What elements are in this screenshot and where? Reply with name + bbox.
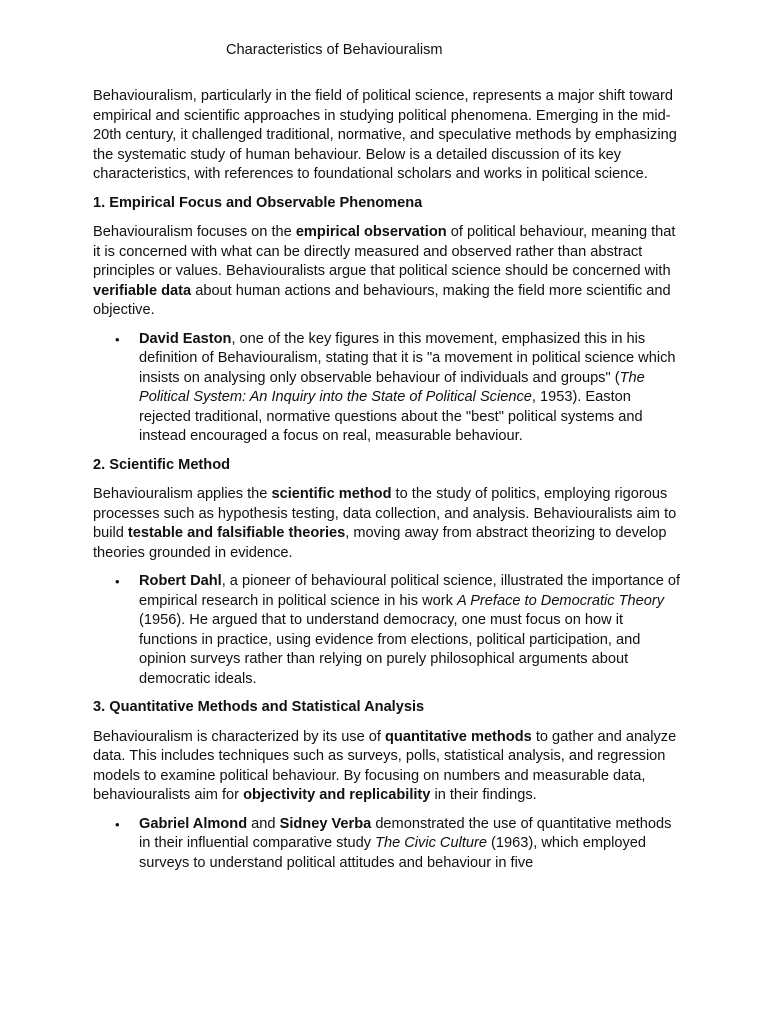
document-body xyxy=(93,87,685,882)
section-paragraph-quantitative: Behaviouralism is characterized by its use of quantitative methods to gather and analyze data. This includes techniques such as surveys, polls, statistical analysis, and regression models to examine political behaviour. By focusing on numbers and measurable data, behaviouralists aim for objectivity and replicability in their findings. xyxy=(93,728,677,803)
bullet-item-dahl: • Robert Dahl, a pioneer of behavioural political science, illustrated the importance of empirical research in political science in his work A Preface to Democratic Theory (1956). He argued that to understand democracy, one must focus on how it functions in practice, using evidence from elections, political participation, and opinion surveys rather than relying on purely philosophical arguments about democratic ideals. xyxy=(93,572,685,689)
section-paragraph-scientific-method: Behaviouralism applies the scientific method to the study of politics, employing rigorous processes such as hypothesis testing, data collection, and analysis. Behaviouralists aim to build testable and falsifiable theories, moving away from abstract theorizing to develop theories grounded in evidence. xyxy=(93,486,677,561)
section-heading-quantitative: 3. Quantitative Methods and Statistical Analysis xyxy=(93,699,425,715)
section-heading-empirical: 1. Empirical Focus and Observable Phenomena xyxy=(93,194,423,211)
bullet-item-easton: • David Easton, one of the key figures in this movement, emphasized this in his definition of Behaviouralism, stating that it is "a movement in political science which insists on analysing only observable behaviour of individuals and groups" (The Political System: An Inquiry into the State of Political Science, 1953). Easton rejected traditional, normative questions about the "best" political systems and instead encouraged a focus on real, measurable behaviour. xyxy=(93,330,685,447)
bullet-list xyxy=(93,572,685,689)
section-heading-scientific-method: 2. Scientific Method xyxy=(93,456,231,473)
section-paragraph-empirical: Behaviouralism focuses on the empirical observation of political behaviour, meaning that it is concerned with what can be directly measured and observed rather than abstract principles or values. Behaviouralists argue that political science should be concerned with verifiable data about human actions and behaviours, making the field more scientific and objective. xyxy=(93,224,676,318)
bullet-item-almond-verba: • Gabriel Almond and Sidney Verba demonstrated the use of quantitative methods in their influential comparative study The Civic Culture (1963), which employed surveys to understand political attitudes and behaviour in five xyxy=(93,815,685,874)
bullet-list xyxy=(93,330,685,447)
document-title: Characteristics of Behaviouralism xyxy=(226,42,443,58)
intro-paragraph: Behaviouralism, particularly in the field of political science, represents a major shift toward empirical and scientific approaches in studying political phenomena. Emerging in the mid-20th century, it challenged traditional, normative, and speculative methods by emphasizing the systematic study of human behaviour. Below is a detailed discussion of its key characteristics, with references to foundational scholars and works in political science. xyxy=(93,88,677,182)
bullet-list xyxy=(93,815,685,874)
